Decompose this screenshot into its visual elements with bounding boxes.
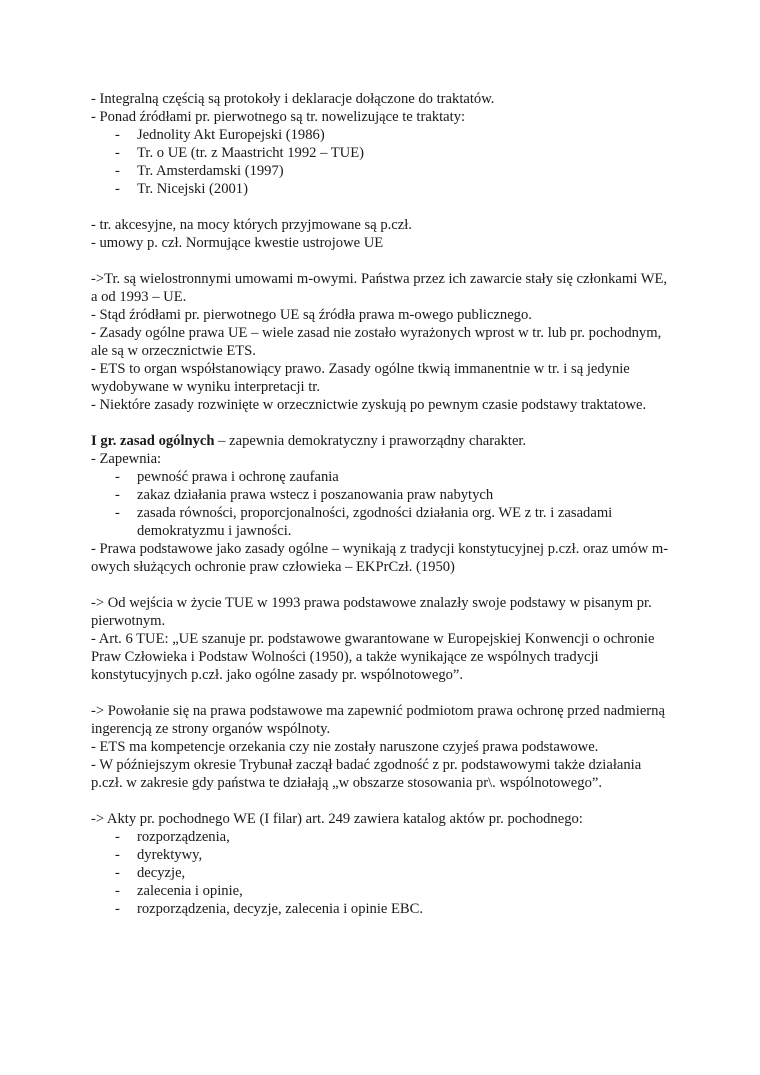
paragraph: - Prawa podstawowe jako zasady ogólne – wynikają z tradycji konstytucyjnej p.czł. oraz umów m-owych służących ochronie praw człowieka – EKPrCzł. (1950) — [91, 541, 669, 575]
acts-list — [91, 828, 671, 918]
paragraph: - umowy p. czł. Normujące kwestie ustrojowe UE — [91, 235, 384, 251]
list-item: - Jednolity Akt Europejski (1986) — [91, 126, 671, 144]
heading-bold: I gr. zasad ogólnych — [91, 433, 215, 449]
paragraph: - Niektóre zasady rozwinięte w orzecznictwie zyskują po pewnym czasie podstawy traktatowe. — [91, 397, 647, 413]
treaty-list — [91, 126, 671, 198]
list-item: - Tr. Amsterdamski (1997) — [91, 162, 671, 180]
list-item: - rozporządzenia, — [91, 828, 671, 846]
document-body — [91, 90, 671, 918]
list-item: - zasada równości, proporcjonalności, zgodności działania org. WE z tr. i zasadami demokratyzmu i jawności. — [91, 504, 671, 540]
heading-rest: – zapewnia demokratyczny i praworządny charakter. — [214, 433, 527, 449]
paragraph: - Zapewnia: — [91, 451, 162, 467]
paragraph: - W późniejszym okresie Trybunał zaczął badać zgodność z pr. podstawowymi także działania p.czł. w zakresie gdy państwa te działają „w obszarze stosowania pr\. wspólnotowego”. — [91, 757, 642, 791]
paragraph: -> Powołanie się na prawa podstawowe ma zapewnić podmiotom prawa ochronę przed nadmierną ingerencją ze strony organów wspólnoty. — [91, 703, 665, 737]
list-item: - Tr. Nicejski (2001) — [91, 180, 671, 198]
list-item: - Tr. o UE (tr. z Maastricht 1992 – TUE) — [91, 144, 671, 162]
paragraph: - ETS to organ współstanowiący prawo. Zasady ogólne tkwią immanentnie w tr. i są jedynie wydobywane w wyniku interpretacji tr. — [91, 361, 630, 395]
paragraph: - ETS ma kompetencje orzekania czy nie zostały naruszone czyjeś prawa podstawowe. — [91, 739, 599, 755]
paragraph: - Art. 6 TUE: „UE szanuje pr. podstawowe gwarantowane w Europejskiej Konwencji o ochronie Praw Człowieka i Podstaw Wolności (1950), a także wynikające ze wspólnych tradycji konstytucyjnych p.czł. jako ogólne zasady pr. wspólnotowego”. — [91, 631, 655, 683]
paragraph: -> Od wejścia w życie TUE w 1993 prawa podstawowe znalazły swoje podstawy w pisanym pr. pierwotnym. — [91, 595, 652, 629]
paragraph: - tr. akcesyjne, na mocy których przyjmowane są p.czł. — [91, 217, 412, 233]
principles-list — [91, 468, 671, 540]
paragraph: -> Akty pr. pochodnego WE (I filar) art. 249 zawiera katalog aktów pr. pochodnego: — [91, 811, 583, 827]
list-item: - zakaz działania prawa wstecz i poszanowania praw nabytych — [91, 486, 671, 504]
section-heading — [91, 432, 671, 450]
paragraph: ->Tr. są wielostronnymi umowami m-owymi. Państwa przez ich zawarcie stały się członkami WE, a od 1993 – UE. — [91, 271, 668, 305]
list-item: - pewność prawa i ochronę zaufania — [91, 468, 671, 486]
paragraph: - Ponad źródłami pr. pierwotnego są tr. nowelizujące te traktaty: — [91, 109, 466, 125]
list-item: - decyzje, — [91, 864, 671, 882]
paragraph: - Integralną częścią są protokoły i deklaracje dołączone do traktatów. — [91, 91, 495, 107]
paragraph: - Zasady ogólne prawa UE – wiele zasad nie zostało wyrażonych wprost w tr. lub pr. pochodnym, ale są w orzecznictwie ETS. — [91, 325, 662, 359]
list-item: - rozporządzenia, decyzje, zalecenia i opinie EBC. — [91, 900, 671, 918]
list-item: - zalecenia i opinie, — [91, 882, 671, 900]
list-item: - dyrektywy, — [91, 846, 671, 864]
paragraph: - Stąd źródłami pr. pierwotnego UE są źródła prawa m-owego publicznego. — [91, 307, 532, 323]
